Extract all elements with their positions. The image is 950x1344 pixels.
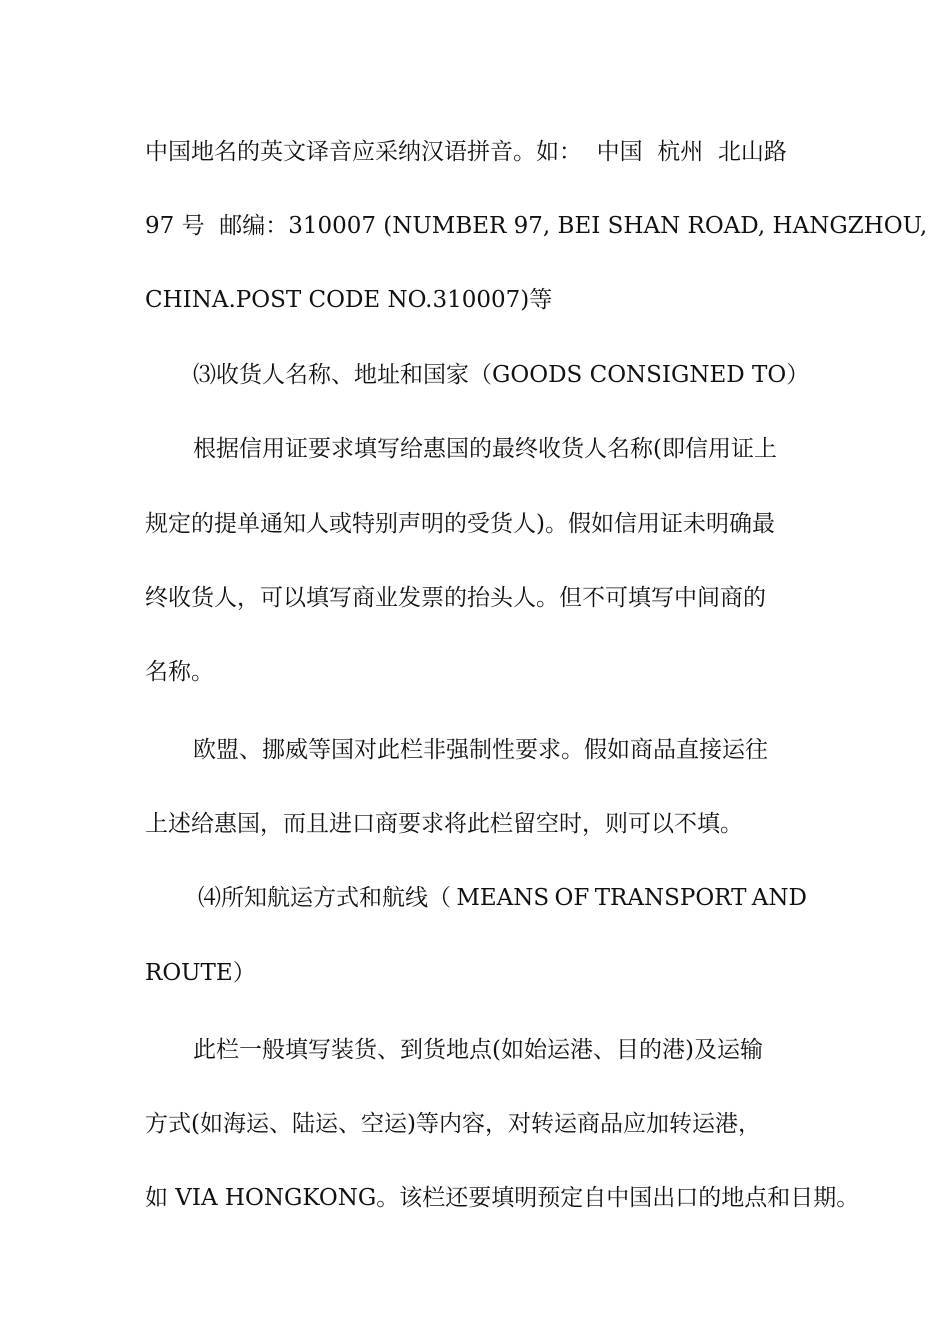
- paragraph-line: 中国地名的英文译音应采纳汉语拼音。如： 中国 杭州 北山路: [145, 139, 787, 165]
- paragraph-line: 欧盟、挪威等国对此栏非强制性要求。假如商品直接运往: [193, 737, 768, 763]
- heading-part: ⑷所知航运方式和航线（: [198, 885, 451, 911]
- paragraph-line: 方式(如海运、陆运、空运)等内容，对转运商品应加转运港，: [145, 1111, 761, 1137]
- heading-part: TRANSPORT: [594, 885, 747, 911]
- paragraph-line: 终收货人，可以填写商业发票的抬头人。但不可填写中间商的: [145, 585, 766, 611]
- paragraph-line: 名称。: [145, 659, 214, 685]
- paragraph-line: 根据信用证要求填写给惠国的最终收货人名称(即信用证上: [193, 436, 777, 462]
- section-heading: ⑶收货人名称、地址和国家（GOODS CONSIGNED TO）: [193, 362, 810, 388]
- paragraph-line: 此栏一般填写装货、到货地点(如始运港、目的港)及运输: [193, 1037, 763, 1063]
- heading-part: OF: [554, 885, 590, 911]
- paragraph-line: 上述给惠国，而且进口商要求将此栏留空时，则可以不填。: [145, 811, 743, 837]
- heading-part: MEANS: [456, 885, 550, 911]
- heading-part: AND: [751, 885, 807, 911]
- section-heading-continuation: ROUTE）: [145, 960, 256, 986]
- paragraph-line: 规定的提单通知人或特别声明的受货人)。假如信用证未明确最: [145, 511, 775, 537]
- paragraph-line: 97 号 邮编：310007 (NUMBER 97, BEI SHAN ROAD, HANGZHOU,: [145, 213, 928, 239]
- section-heading: [198, 883, 807, 913]
- paragraph-line: 如 VIA HONGKONG。该栏还要填明预定自中国出口的地点和日期。: [145, 1185, 860, 1211]
- paragraph-line: CHINA.POST CODE NO.310007)等: [145, 287, 553, 313]
